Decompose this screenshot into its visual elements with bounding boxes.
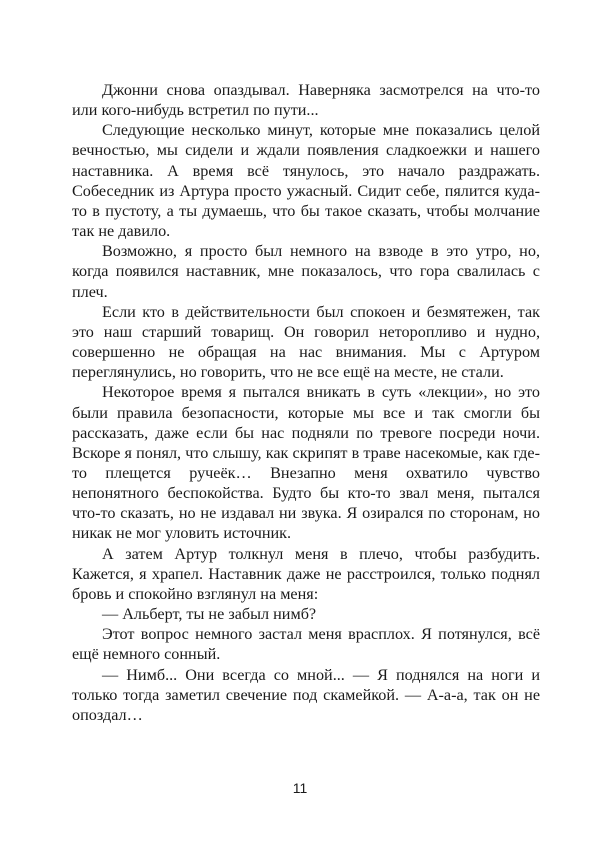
paragraph: Этот вопрос немного застал меня врасплох. Я потянулся, всё ещё немного сонный.: [72, 625, 540, 664]
paragraph: Следующие несколько минут, которые мне показались целой вечностью, мы сидели и ждали появления сладкоежки и нашего наставника. А время всё тянулось, это начало раздражать. Собеседник из Артура просто ужасный. Сидит себе, пялится куда-то в пустоту, а ты думаешь, что бы такое сказать, чтобы молчание так не давило.: [72, 121, 540, 241]
body-text: [72, 80, 540, 725]
paragraph: Некоторое время я пытался вникать в суть «лекции», но это были правила безопасности, которые мы все и так смогли бы рассказать, даже если бы нас подняли по тревоге посреди ночи. Вскоре я понял, что слышу, как скрипят в траве насекомые, как где-то плещется ручеёк… Внезапно меня охватило чувство непонятного беспокойства. Будто бы кто-то звал меня, пытался что-то сказать, но не издавал ни звука. Я озирался по сторонам, но никак не мог уловить источник.: [72, 383, 540, 543]
paragraph: Если кто в действительности был спокоен и безмятежен, так это наш старший товарищ. Он говорил неторопливо и нудно, совершенно не обращая на нас внимания. Мы с Артуром переглянулись, но говорить, что не все ещё на месте, не стали.: [72, 302, 540, 382]
paragraph: А затем Артур толкнул меня в плечо, чтобы разбудить. Кажется, я храпел. Наставник даже не расстроился, только поднял бровь и спокойно взглянул на меня:: [72, 544, 540, 603]
paragraph: Джонни снова опаздывал. Наверняка засмотрелся на что-то или кого-нибудь встретил по пути...: [72, 81, 540, 120]
paragraph: Возможно, я просто был немного на взводе в это утро, но, когда появился наставник, мне показалось, что гора свалилась с плеч.: [72, 242, 540, 301]
dialogue-line: — Нимб... Они всегда со мной... — Я поднялся на ноги и только тогда заметил свечение под скамейкой. — А-а-а, так он не опоздал…: [72, 665, 540, 724]
page-number: 11: [292, 780, 308, 796]
dialogue-line: — Альберт, ты не забыл нимб?: [102, 605, 317, 624]
